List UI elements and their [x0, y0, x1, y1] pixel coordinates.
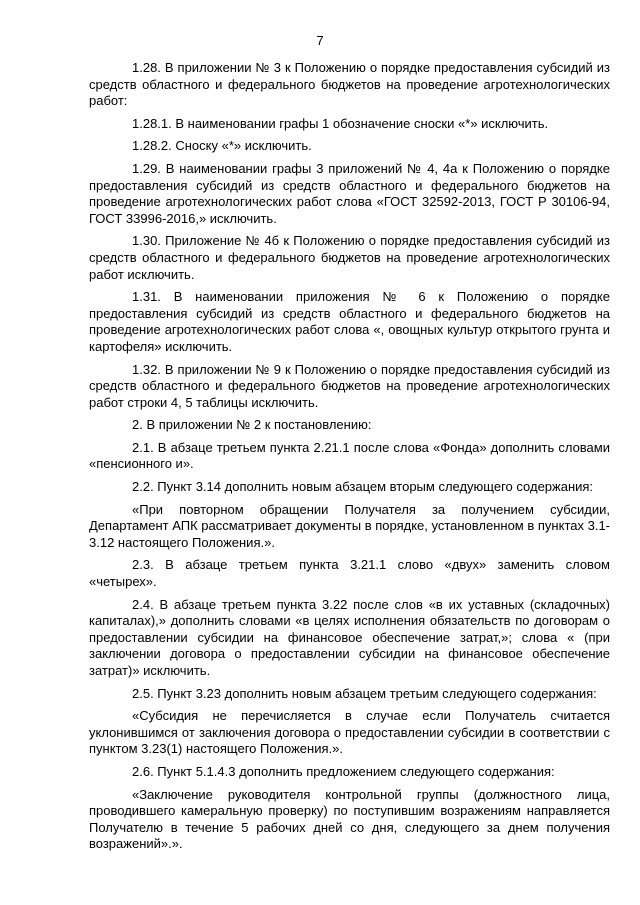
- paragraph-1-28-1: 1.28.1. В наименовании графы 1 обозначение сноски «*» исключить.: [132, 115, 549, 131]
- paragraph-2-2-quote: «При повторном обращении Получателя за получением субсидии, Департамент АПК рассматривает документы в порядке, установленном в пунктах 3.1-3.12 настоящего Положения.».: [89, 501, 610, 550]
- document-body: [89, 60, 610, 859]
- paragraph-2: 2. В приложении № 2 к постановлению:: [132, 417, 372, 433]
- paragraph-2-3: 2.3. В абзаце третьем пункта 3.21.1 слово «двух» заменить словом «четырех».: [89, 557, 610, 590]
- paragraph-1-31: 1.31. В наименовании приложения № 6 к Положению о порядке предоставления субсидий из средств областного и федерального бюджетов на проведение агротехнологических работ слова «, овощных культур открытого грунта и картофеля» исключить.: [89, 289, 610, 354]
- paragraph-2-4: 2.4. В абзаце третьем пункта 3.22 после слов «в их уставных (складочных) капиталах),» дополнить словами «в целях исполнения обязательств по договорам о предоставлении субсидии на финансовое обеспечение затрат,»; слова « (при заключении договора о предоставлении субсидии на финансовое обеспечение затрат)» исключить.: [89, 596, 610, 678]
- paragraph-2-2: 2.2. Пункт 3.14 дополнить новым абзацем вторым следующего содержания:: [132, 479, 594, 495]
- paragraph-2-6-quote: «Заключение руководителя контрольной группы (должностного лица, проводившего камеральную проверку) по поступившим возражениям направляется Получателю в течение 5 рабочих дней со дня, следующего за днем получения возражений».».: [89, 786, 610, 852]
- paragraph-1-28: 1.28. В приложении № 3 к Положению о порядке предоставления субсидий из средств областного и федерального бюджетов на проведение агротехнологических работ:: [89, 60, 610, 109]
- paragraph-2-1: 2.1. В абзаце третьем пункта 2.21.1 после слова «Фонда» дополнить словами «пенсионного и».: [89, 439, 610, 472]
- paragraph-2-5: 2.5. Пункт 3.23 дополнить новым абзацем третьим следующего содержания:: [132, 685, 597, 701]
- paragraph-1-30: 1.30. Приложение № 4б к Положению о порядке предоставления субсидий из средств областного и федерального бюджетов на проведение агротехнологических работ исключить.: [89, 233, 610, 282]
- paragraph-1-29: 1.29. В наименовании графы 3 приложений № 4, 4а к Положению о порядке предоставления субсидий из средств областного и федерального бюджетов на проведение агротехнологических работ слова «ГОСТ 32592-2013, ГОСТ Р 30106-94, ГОСТ 33996-2016,» исключить.: [89, 160, 610, 226]
- paragraph-1-28-2: 1.28.2. Сноску «*» исключить.: [132, 138, 312, 154]
- paragraph-1-32: 1.32. В приложении № 9 к Положению о порядке предоставления субсидий из средств областного и федерального бюджетов на проведение агротехнологических работ строки 4, 5 таблицы исключить.: [89, 361, 610, 410]
- page-number: 7: [316, 33, 324, 48]
- paragraph-2-5-quote: «Субсидия не перечисляется в случае если Получатель считается уклонившимся от заключения договора о предоставлении субсидии в соответствии с пунктом 3.23(1) настоящего Положения.».: [89, 708, 610, 757]
- paragraph-2-6: 2.6. Пункт 5.1.4.3 дополнить предложением следующего содержания:: [132, 763, 555, 779]
